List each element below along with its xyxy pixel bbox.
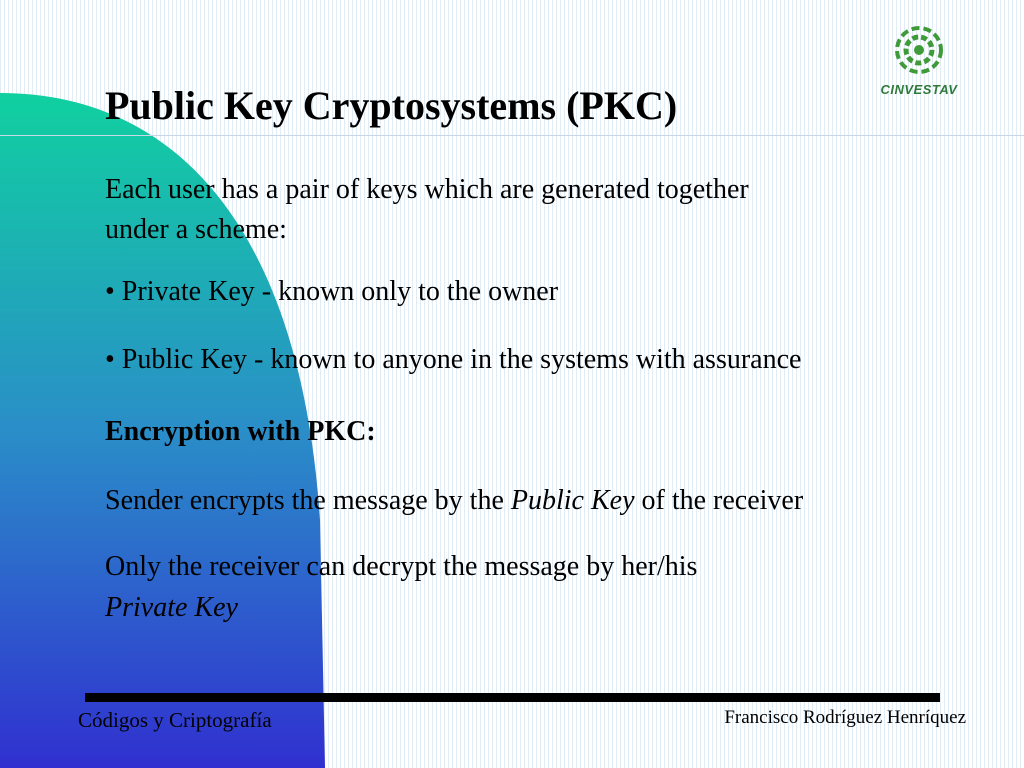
logo-text: CINVESTAV xyxy=(880,82,958,97)
title-divider xyxy=(0,135,1024,136)
intro-line-1: Each user has a pair of keys which are generated together xyxy=(105,174,749,205)
sender-line-start: Sender encrypts the message by the xyxy=(105,485,511,516)
intro-line-2: under a scheme: xyxy=(105,214,287,245)
receiver-line-2 xyxy=(105,588,238,628)
receiver-line-emphasis: Private Key xyxy=(105,592,238,623)
receiver-line-1: Only the receiver can decrypt the message by her/his xyxy=(105,551,698,582)
cinvestav-logo xyxy=(876,18,962,100)
sender-line-end: of the receiver xyxy=(634,485,804,516)
sender-line-emphasis: Public Key xyxy=(510,485,635,516)
footer-bar xyxy=(85,693,940,702)
section-heading: Encryption with PKC: xyxy=(105,416,376,447)
bullet-private-key: • Private Key - known only to the owner xyxy=(105,276,559,307)
cinvestav-logo-icon xyxy=(876,18,962,82)
footer-course-title: Códigos y Criptografía xyxy=(78,708,272,732)
slide-title: Public Key Cryptosystems (PKC) xyxy=(105,83,678,128)
sender-line xyxy=(105,481,803,521)
bullet-public-key: • Public Key - known to anyone in the systems with assurance xyxy=(105,344,802,375)
footer-author: Francisco Rodríguez Henríquez xyxy=(724,707,966,728)
